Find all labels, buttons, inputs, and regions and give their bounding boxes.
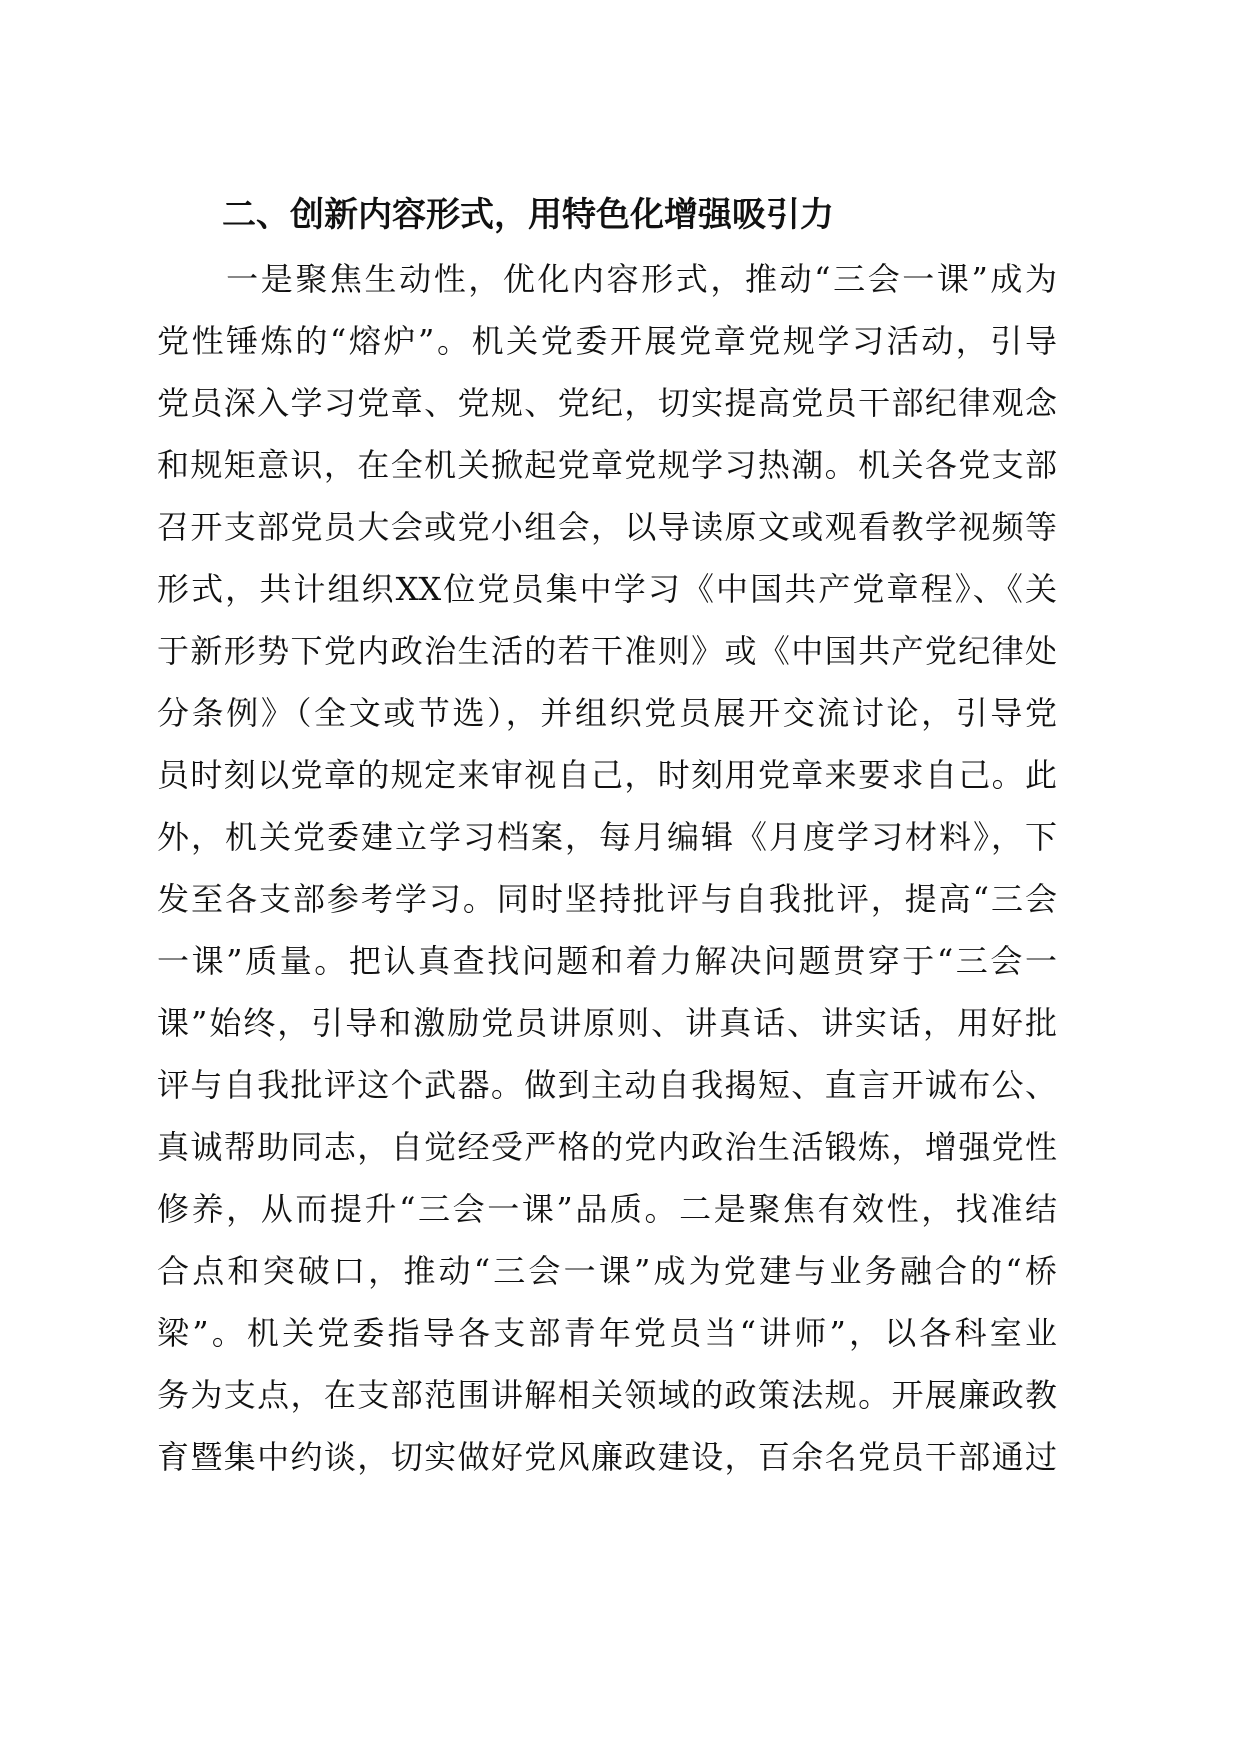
paragraph-line: 召开支部党员大会或党小组会，以导读原文或观看教学视频等 xyxy=(157,508,1057,546)
body-paragraph xyxy=(157,248,1057,1488)
paragraph-line: 党性锤炼的“熔炉”。机关党委开展党章党规学习活动，引导 xyxy=(157,322,1057,360)
paragraph-line: 外，机关党委建立学习档案，每月编辑《月度学习材料》，下 xyxy=(157,818,1057,856)
paragraph-line: 形式，共计组织XX位党员集中学习《中国共产党章程》、《关 xyxy=(157,570,1057,608)
paragraph-line: 和规矩意识，在全机关掀起党章党规学习热潮。机关各党支部 xyxy=(157,446,1057,484)
paragraph-line: 合点和突破口，推动“三会一课”成为党建与业务融合的“桥 xyxy=(157,1252,1057,1290)
paragraph-line: 梁”。机关党委指导各支部青年党员当“讲师”，以各科室业 xyxy=(157,1314,1057,1352)
paragraph-line: 育暨集中约谈，切实做好党风廉政建设，百余名党员干部通过 xyxy=(157,1438,1057,1476)
paragraph-line: 真诚帮助同志，自觉经受严格的党内政治生活锻炼，增强党性 xyxy=(157,1128,1057,1166)
section-heading: 二、创新内容形式，用特色化增强吸引力 xyxy=(222,195,834,235)
paragraph-line: 分条例》（全文或节选），并组织党员展开交流讨论，引导党 xyxy=(157,694,1057,732)
paragraph-line: 发至各支部参考学习。同时坚持批评与自我批评，提高“三会 xyxy=(157,880,1057,918)
paragraph-line: 于新形势下党内政治生活的若干准则》或《中国共产党纪律处 xyxy=(157,632,1057,670)
paragraph-line: 修养，从而提升“三会一课”品质。二是聚焦有效性，找准结 xyxy=(157,1190,1057,1228)
paragraph-line: 党员深入学习党章、党规、党纪，切实提高党员干部纪律观念 xyxy=(157,384,1057,422)
paragraph-line: 一课”质量。把认真查找问题和着力解决问题贯穿于“三会一 xyxy=(157,942,1057,980)
paragraph-line: 评与自我批评这个武器。做到主动自我揭短、直言开诚布公、 xyxy=(157,1066,1057,1104)
paragraph-line: 一是聚焦生动性，优化内容形式，推动“三会一课”成为 xyxy=(157,260,1057,298)
paragraph-line: 务为支点，在支部范围讲解相关领域的政策法规。开展廉政教 xyxy=(157,1376,1057,1414)
paragraph-line: 课”始终，引导和激励党员讲原则、讲真话、讲实话，用好批 xyxy=(157,1004,1057,1042)
paragraph-line: 员时刻以党章的规定来审视自己，时刻用党章来要求自己。此 xyxy=(157,756,1057,794)
